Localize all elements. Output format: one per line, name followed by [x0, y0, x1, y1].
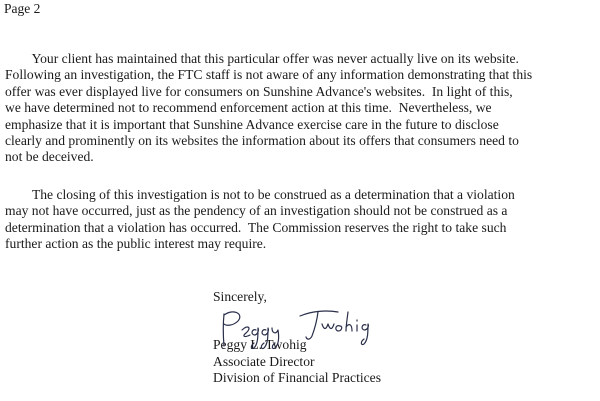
signatory-title: Associate Director [213, 353, 315, 369]
paragraph-line: not be deceived. [5, 149, 94, 165]
body-paragraph-2 [5, 187, 515, 253]
paragraph-line: offer was ever displayed live for consumers on Sunshine Advance's websites. In light of this, [5, 83, 513, 99]
signatory-name: Peggy L. Twohig [213, 337, 307, 353]
paragraph-line: Following an investigation, the FTC staff is not aware of any information demonstrating that this [5, 67, 533, 83]
paragraph-line: emphasize that it is important that Sunshine Advance exercise care in the future to disclose [5, 116, 499, 132]
body-paragraph-1 [5, 51, 532, 166]
paragraph-line: we have determined not to recommend enforcement action at this time. Nevertheless, we [5, 100, 492, 116]
paragraph-line: The closing of this investigation is not to be construed as a determination that a violation [5, 187, 515, 202]
paragraph-line: determination that a violation has occurred. The Commission reserves the right to take such [5, 219, 507, 235]
handwritten-signature [214, 300, 384, 356]
paragraph-line: clearly and prominently on its websites the information about its offers that consumers need to [5, 133, 519, 149]
signatory-division: Division of Financial Practices [213, 370, 381, 386]
page-number-label: Page 2 [4, 1, 41, 16]
paragraph-line: further action as the public interest may require. [5, 236, 267, 252]
paragraph-line: may not have occurred, just as the pendency of an investigation should not be construed as a [5, 203, 508, 219]
paragraph-line: Your client has maintained that this particular offer was never actually live on its website. [5, 51, 519, 66]
salutation: Sincerely, [213, 289, 267, 304]
